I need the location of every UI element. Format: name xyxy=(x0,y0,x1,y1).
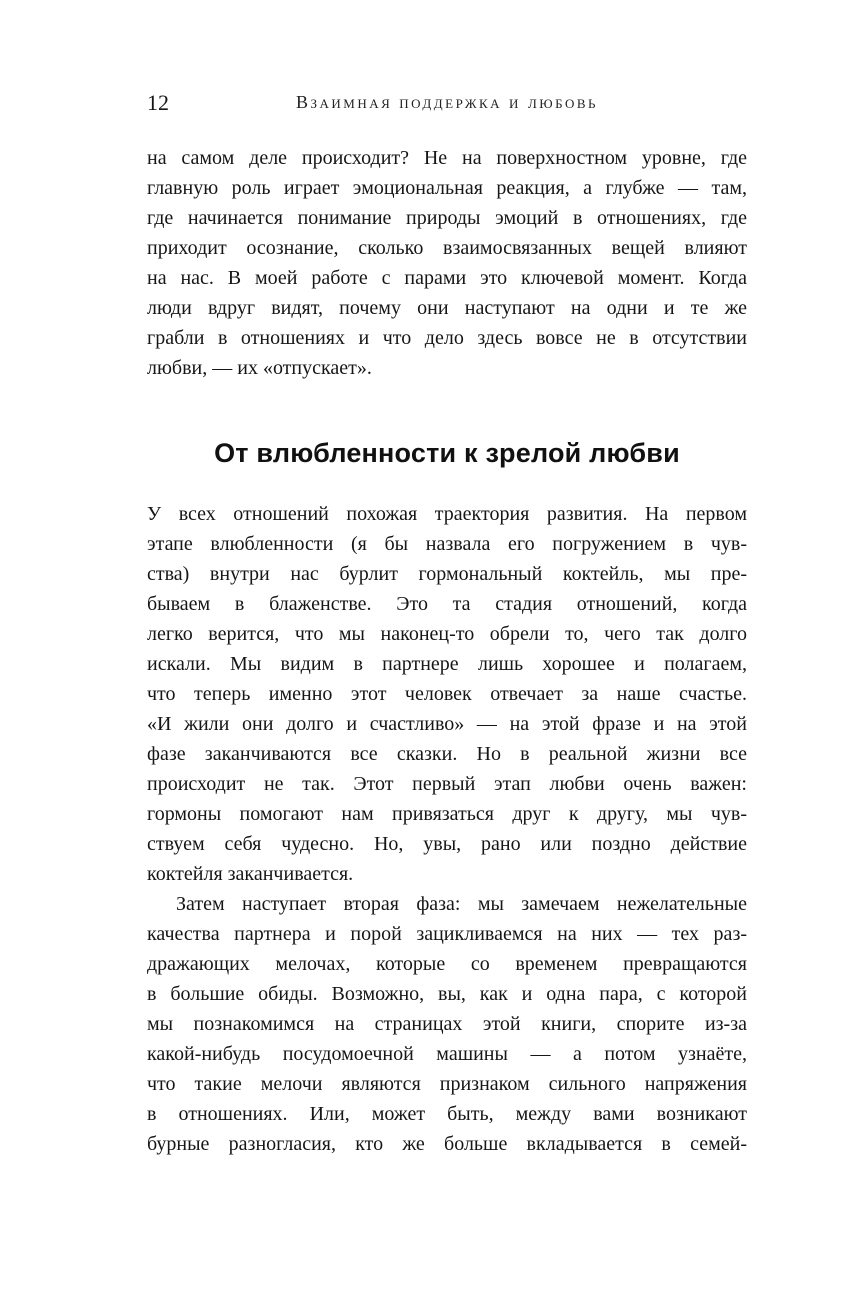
text-line: на самом деле происходит? Не на поверхностном уровне, где xyxy=(147,147,747,169)
text-line: бурные разногласия, кто же больше вкладывается в семей- xyxy=(147,1133,747,1155)
text-line: качества партнера и порой зацикливаемся на них — тех раз- xyxy=(147,923,747,945)
text-line: Затем наступает вторая фаза: мы замечаем нежелательные xyxy=(176,893,747,915)
text-line: что теперь именно этот человек отвечает за наше счастье. xyxy=(147,683,747,705)
paragraph-1 xyxy=(147,143,747,383)
text-line: фазе заканчиваются все сказки. Но в реальной жизни все xyxy=(147,743,747,765)
page-header xyxy=(147,90,747,116)
page-number: 12 xyxy=(147,90,169,115)
text-line: главную роль играет эмоциональная реакция, а глубже — там, xyxy=(147,177,747,199)
paragraph-2 xyxy=(147,499,747,889)
text-line: приходит осознание, сколько взаимосвязанных вещей влияют xyxy=(147,237,747,259)
text-line: любви, — их «отпускает». xyxy=(147,357,372,379)
text-line: какой-нибудь посудомоечной машины — а потом узнаёте, xyxy=(147,1043,747,1065)
running-head: Взаимная поддержка и любовь xyxy=(295,92,599,112)
text-line: легко верится, что мы наконец-то обрели то, чего так долго xyxy=(147,623,747,645)
text-line: ствуем себя чудесно. Но, увы, рано или поздно действие xyxy=(147,833,747,855)
text-line: дражающих мелочах, которые со временем превращаются xyxy=(147,953,747,975)
text-line: грабли в отношениях и что дело здесь вовсе не в отсутствии xyxy=(147,327,747,349)
text-line: искали. Мы видим в партнере лишь хорошее и полагаем, xyxy=(147,653,747,675)
text-line: бываем в блаженстве. Это та стадия отношений, когда xyxy=(147,593,747,615)
text-line: в большие обиды. Возможно, вы, как и одна пара, с которой xyxy=(147,983,747,1005)
text-line: «И жили они долго и счастливо» — на этой фразе и на этой xyxy=(147,713,747,735)
text-line: мы познакомимся на страницах этой книги, спорите из-за xyxy=(147,1013,747,1035)
text-line: в отношениях. Или, может быть, между вами возникают xyxy=(147,1103,747,1125)
text-line: происходит не так. Этот первый этап любви очень важен: xyxy=(147,773,747,795)
text-line: гормоны помогают нам привязаться друг к другу, мы чув- xyxy=(147,803,747,825)
section-heading: От влюбленности к зрелой любви xyxy=(214,438,680,468)
text-line: люди вдруг видят, почему они наступают на одни и те же xyxy=(147,297,747,319)
text-line: на нас. В моей работе с парами это ключевой момент. Когда xyxy=(147,267,747,289)
text-line: коктейля заканчивается. xyxy=(147,863,354,885)
text-line: ства) внутри нас бурлит гормональный коктейль, мы пре- xyxy=(147,563,747,585)
text-line: где начинается понимание природы эмоций в отношениях, где xyxy=(147,207,747,229)
text-line: У всех отношений похожая траектория развития. На первом xyxy=(147,503,747,525)
body-text xyxy=(147,143,747,1159)
text-line: что такие мелочи являются признаком сильного напряжения xyxy=(147,1073,747,1095)
paragraph-3 xyxy=(147,889,747,1159)
text-line: этапе влюбленности (я бы назвала его погружением в чув- xyxy=(147,533,747,555)
